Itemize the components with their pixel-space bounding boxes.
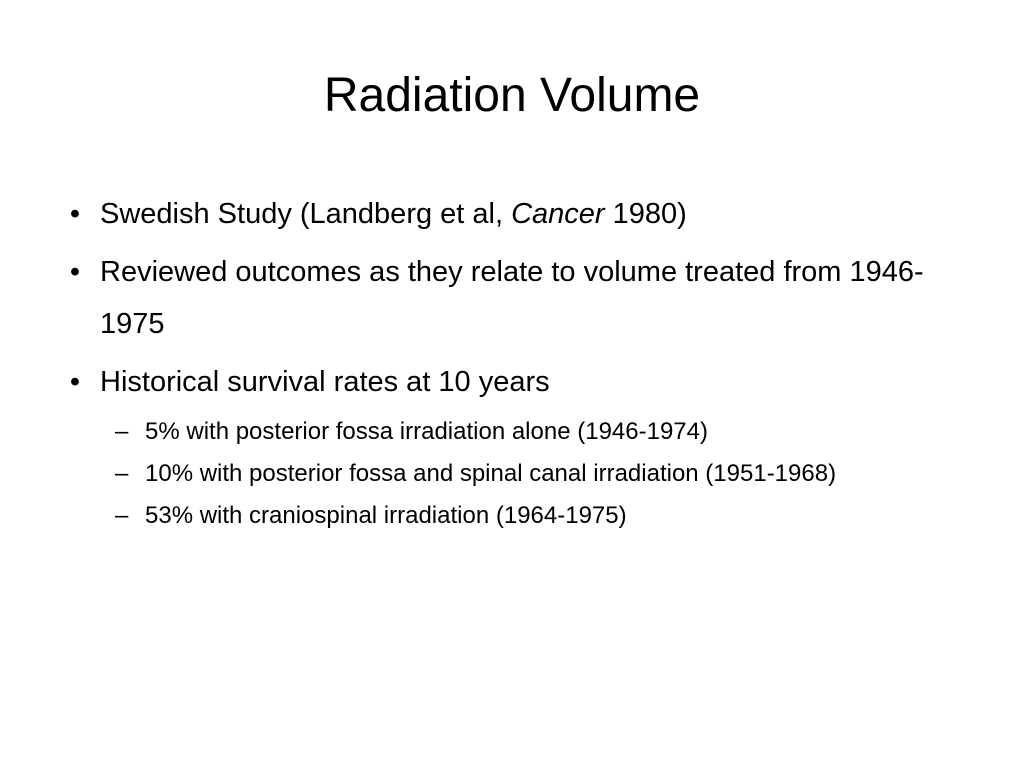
sub-bullet-item: [60, 458, 960, 490]
bullet-text: Historical survival rates at 10 years: [100, 366, 550, 398]
journal-name: Cancer: [511, 198, 605, 230]
bullet-text: Reviewed outcomes as they relate to volume treated from 1946-1975: [100, 256, 924, 340]
sub-bullet-text: 53% with craniospinal irradiation (1964-1975): [145, 502, 627, 529]
bullet-marker: •: [69, 366, 81, 398]
bullet-list: [60, 188, 960, 542]
sub-bullet-item: [60, 500, 960, 532]
bullet-item: [60, 246, 960, 350]
sub-bullet-text: 5% with posterior fossa irradiation alone (1946-1974): [145, 418, 708, 445]
sub-bullet-marker: –: [115, 418, 129, 445]
bullet-item: [60, 188, 960, 240]
bullet-marker: •: [69, 256, 81, 288]
sub-bullet-item: [60, 416, 960, 448]
bullet-text: Swedish Study (Landberg et al,: [100, 198, 512, 230]
sub-bullet-marker: –: [115, 460, 129, 487]
sub-bullet-text: 10% with posterior fossa and spinal canal irradiation (1951-1968): [145, 460, 837, 487]
sub-bullet-marker: –: [115, 502, 129, 529]
bullet-text: 1980): [604, 198, 687, 230]
slide-title: Radiation Volume: [323, 69, 701, 122]
bullet-item: [60, 356, 960, 408]
bullet-marker: •: [69, 198, 81, 230]
